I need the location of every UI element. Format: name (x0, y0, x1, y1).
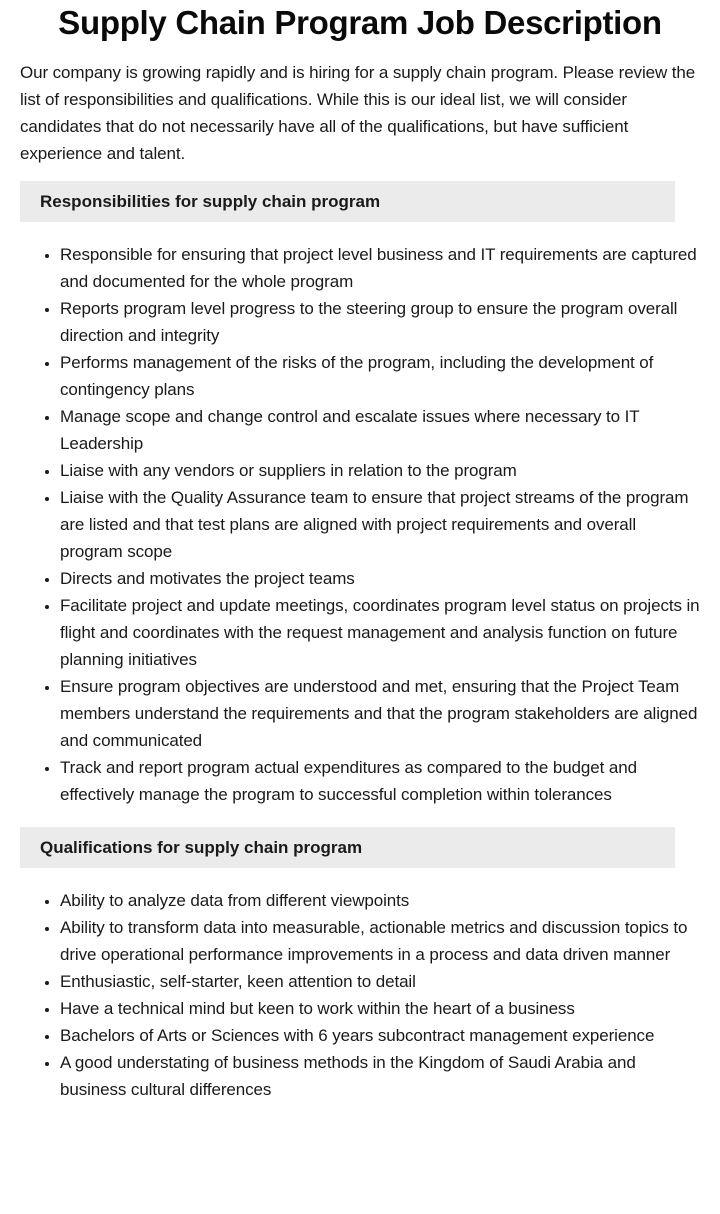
list-item: • Bachelors of Arts or Sciences with 6 years subcontract management experience (60, 1022, 700, 1049)
page-title: Supply Chain Program Job Description (58, 4, 662, 41)
list-item: • Facilitate project and update meetings, coordinates program level status on projects in flight and coordinates with the request management and analysis function on future planning initiatives (60, 592, 700, 673)
list-item: • Track and report program actual expenditures as compared to the budget and effectively manage the program to successful completion within tolerances (60, 754, 700, 808)
responsibilities-list (20, 222, 700, 808)
list-item: • Directs and motivates the project teams (60, 565, 700, 592)
list-item: • Have a technical mind but keen to work within the heart of a business (60, 995, 700, 1022)
list-item: • A good understating of business methods in the Kingdom of Saudi Arabia and business cultural differences (60, 1049, 700, 1103)
responsibilities-heading-text: Responsibilities for supply chain program (40, 191, 381, 211)
list-item: • Liaise with the Quality Assurance team to ensure that project streams of the program are listed and that test plans are aligned with project requirements and overall program scope (60, 484, 700, 565)
qualifications-list (20, 868, 700, 1103)
list-item: • Enthusiastic, self-starter, keen attention to detail (60, 968, 700, 995)
list-item: • Liaise with any vendors or suppliers in relation to the program (60, 457, 700, 484)
list-item: • Ensure program objectives are understood and met, ensuring that the Project Team members understand the requirements and that the program stakeholders are aligned and communicated (60, 673, 700, 754)
list-item: • Reports program level progress to the steering group to ensure the program overall direction and integrity (60, 295, 700, 349)
list-item: • Performs management of the risks of the program, including the development of contingency plans (60, 349, 700, 403)
qualifications-heading-text: Qualifications for supply chain program (40, 837, 363, 857)
list-item: • Ability to transform data into measurable, actionable metrics and discussion topics to drive operational performance improvements in a process and data driven manner (60, 914, 700, 968)
qualifications-heading (20, 827, 675, 868)
intro-paragraph: Our company is growing rapidly and is hiring for a supply chain program. Please review the list of responsibilities and qualifications. While this is our ideal list, we will consider candidates that do not necessarily have all of the qualifications, but have sufficient experience and talent. (20, 63, 696, 163)
list-item: • Ability to analyze data from different viewpoints (60, 887, 700, 914)
list-item: • Responsible for ensuring that project level business and IT requirements are captured and documented for the whole program (60, 241, 700, 295)
list-item: • Manage scope and change control and escalate issues where necessary to IT Leadership (60, 403, 700, 457)
responsibilities-heading (20, 181, 675, 222)
